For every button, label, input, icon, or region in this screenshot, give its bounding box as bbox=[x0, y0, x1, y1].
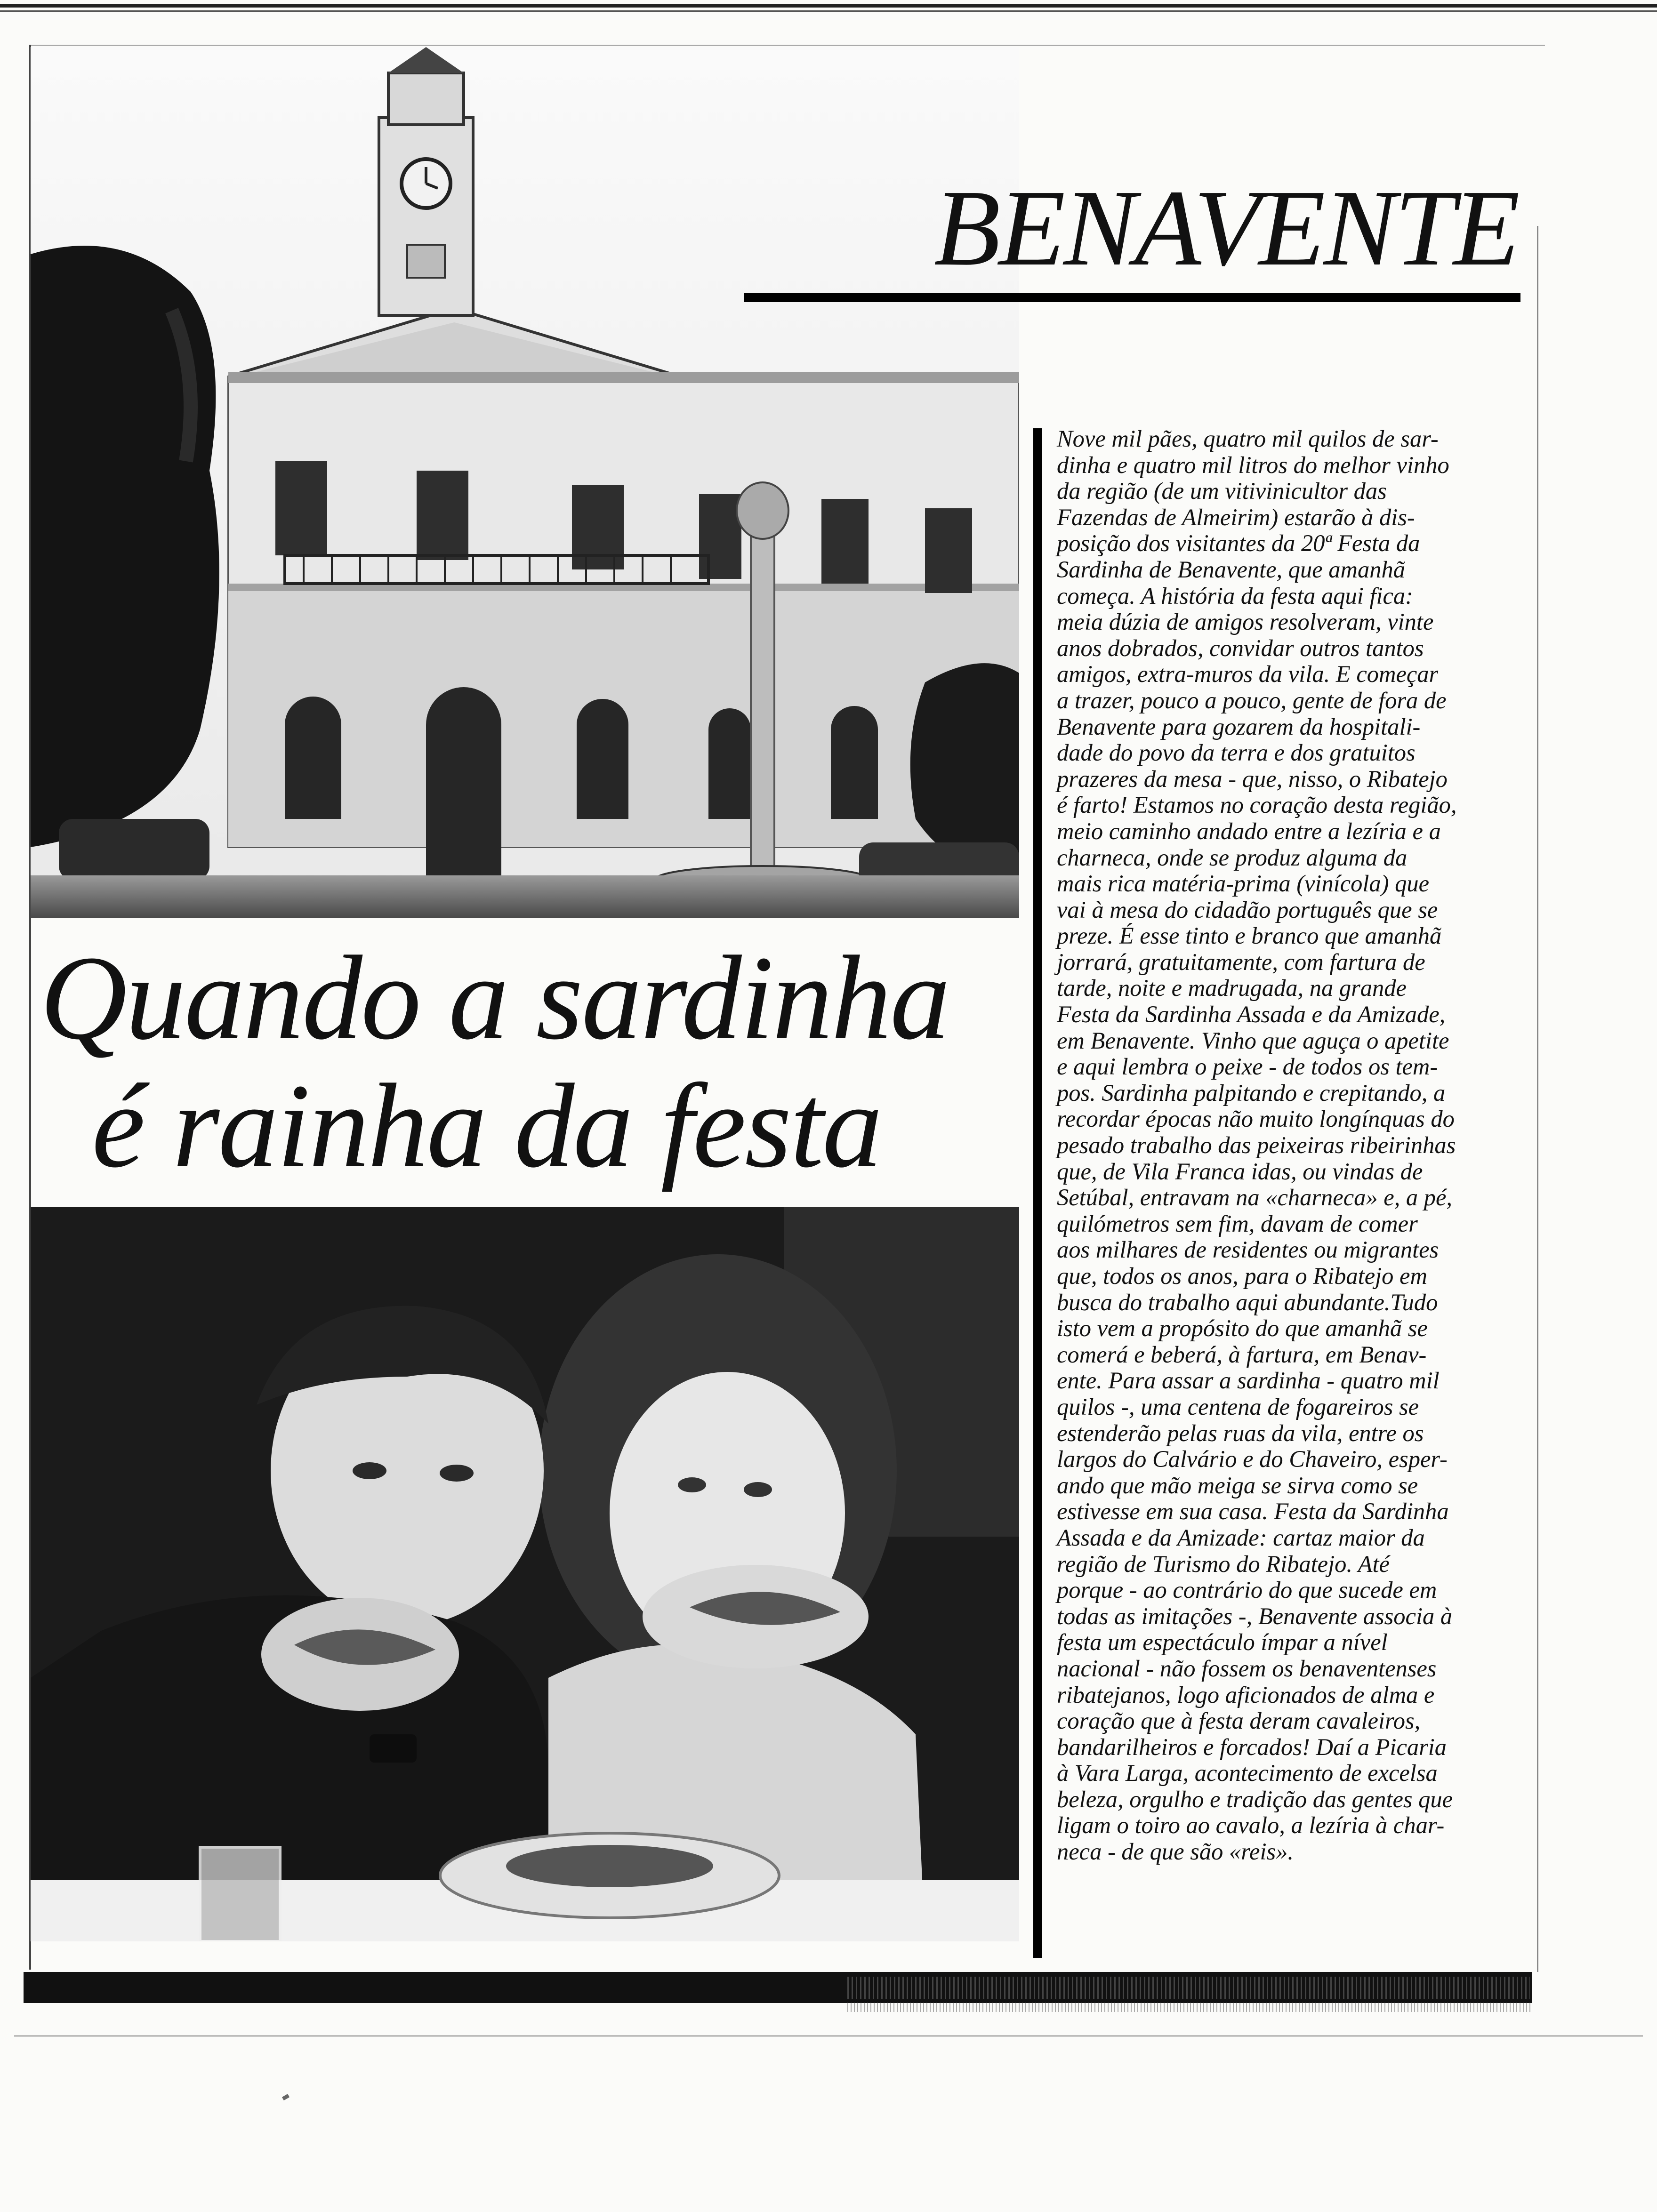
body-line: à Vara Larga, acontecimento de excelsa bbox=[1057, 1760, 1438, 1787]
body-line: Assada e da Amizade: cartaz maior da bbox=[1057, 1524, 1425, 1551]
body-line: Setúbal, entravam na «charneca» e, a pé, bbox=[1057, 1184, 1453, 1211]
body-line: ente. Para assar a sardinha - quatro mil bbox=[1057, 1367, 1440, 1394]
body-line: comerá e beberá, à fartura, em Benav- bbox=[1057, 1341, 1427, 1368]
body-line: nacional - não fossem os benaventenses bbox=[1057, 1655, 1437, 1682]
bottom-bar-texture bbox=[847, 1977, 1530, 1999]
body-line: ligam o toiro ao cavalo, a lezíria à char- bbox=[1057, 1812, 1445, 1839]
body-line: quilos -, uma centena de fogareiros se bbox=[1057, 1393, 1419, 1420]
body-line: aos milhares de residentes ou migrantes bbox=[1057, 1236, 1439, 1263]
body-line: charneca, onde se produz alguma da bbox=[1057, 844, 1408, 871]
body-line: começa. A história da festa aqui fica: bbox=[1057, 582, 1413, 609]
headline-line-2: é rainha da festa bbox=[92, 1059, 881, 1193]
masthead-underline bbox=[744, 293, 1520, 302]
body-line: meio caminho andado entre a lezíria e a bbox=[1057, 817, 1441, 844]
top-border-rule-thin bbox=[0, 10, 1657, 12]
masthead-title: BENAVENTE bbox=[933, 168, 1518, 289]
body-line: Festa da Sardinha Assada e da Amizade, bbox=[1057, 1001, 1446, 1028]
scan-artifact-strip bbox=[847, 2003, 1532, 2012]
body-line: estenderão pelas ruas da vila, entre os bbox=[1057, 1419, 1424, 1446]
body-line: dinha e quatro mil litros do melhor vinho bbox=[1057, 451, 1449, 478]
body-line: ribatejanos, logo aficionados de alma e bbox=[1057, 1681, 1435, 1708]
body-line: Nove mil pães, quatro mil quilos de sar- bbox=[1057, 425, 1439, 452]
headline-line-1: Quando a sardinha bbox=[40, 931, 949, 1065]
body-line: pos. Sardinha palpitando e crepitando, a bbox=[1057, 1079, 1446, 1106]
body-line: bandarilheiros e forcados! Daí a Picaria bbox=[1057, 1733, 1447, 1760]
body-line: amigos, extra-muros da vila. E começar bbox=[1057, 661, 1439, 688]
body-line: neca - de que são «reis». bbox=[1057, 1838, 1294, 1865]
body-line: beleza, orgulho e tradição das gentes que bbox=[1057, 1786, 1453, 1812]
body-line: região de Turismo do Ribatejo. Até bbox=[1057, 1550, 1390, 1577]
frame-right-line bbox=[1537, 226, 1538, 1972]
body-line: vai à mesa do cidadão português que se bbox=[1057, 896, 1438, 923]
body-line: mais rica matéria-prima (vinícola) que bbox=[1057, 870, 1430, 897]
body-line: ando que mão meiga se sirva como se bbox=[1057, 1472, 1418, 1499]
body-line: preze. É esse tinto e branco que amanhã bbox=[1057, 922, 1442, 949]
column-rule bbox=[1033, 428, 1042, 1958]
body-line: Fazendas de Almeirim) estarão à dis- bbox=[1057, 504, 1415, 530]
body-line: coração que à festa deram cavaleiros, bbox=[1057, 1707, 1421, 1734]
body-line: que, todos os anos, para o Ribatejo em bbox=[1057, 1263, 1427, 1289]
body-line: em Benavente. Vinho que aguça o apetite bbox=[1057, 1027, 1449, 1054]
body-line: busca do trabalho aqui abundante.Tudo bbox=[1057, 1289, 1438, 1315]
body-line: posição dos visitantes da 20ª Festa da bbox=[1057, 530, 1420, 557]
body-line: Benavente para gozarem da hospitali- bbox=[1057, 713, 1421, 740]
article-headline bbox=[40, 931, 1010, 1193]
body-line: pesado trabalho das peixeiras ribeirinhas bbox=[1057, 1132, 1456, 1159]
body-line: Sardinha de Benavente, que amanhã bbox=[1057, 556, 1406, 583]
body-line: recordar épocas não muito longínquas do bbox=[1057, 1106, 1455, 1132]
body-line: jorrará, gratuitamente, com fartura de bbox=[1057, 948, 1425, 975]
couple-eating-illustration bbox=[31, 1207, 1019, 1941]
body-line: da região (de um vitivinicultor das bbox=[1057, 478, 1387, 505]
body-line: anos dobrados, convidar outros tantos bbox=[1057, 634, 1424, 661]
frame-top-line bbox=[29, 45, 1545, 46]
body-line: largos do Calvário e do Chaveiro, esper- bbox=[1057, 1446, 1448, 1473]
top-border-rule bbox=[0, 4, 1657, 8]
body-line: e aqui lembra o peixe - de todos os tem- bbox=[1057, 1053, 1438, 1080]
body-line: estivesse em sua casa. Festa da Sardinha bbox=[1057, 1498, 1449, 1525]
body-line: porque - ao contrário do que sucede em bbox=[1057, 1577, 1437, 1603]
body-line: é farto! Estamos no coração desta região, bbox=[1057, 792, 1457, 818]
body-line: quilómetros sem fim, davam de comer bbox=[1057, 1210, 1418, 1237]
article-body bbox=[1057, 426, 1537, 1865]
body-line: a trazer, pouco a pouco, gente de fora de bbox=[1057, 687, 1447, 713]
body-line: prazeres da mesa - que, nisso, o Ribatejo bbox=[1057, 765, 1448, 792]
body-line: todas as imitações -, Benavente associa à bbox=[1057, 1603, 1453, 1629]
body-line: festa um espectáculo ímpar a nível bbox=[1057, 1629, 1388, 1656]
body-line: tarde, noite e madrugada, na grande bbox=[1057, 975, 1407, 1002]
body-line: isto vem a propósito do que amanhã se bbox=[1057, 1315, 1428, 1342]
body-line: dade do povo da terra e dos gratuitos bbox=[1057, 739, 1416, 766]
photo-couple-eating-sardines bbox=[31, 1207, 1019, 1941]
stray-ink-mark bbox=[282, 2094, 290, 2100]
body-line: meia dúzia de amigos resolveram, vinte bbox=[1057, 609, 1434, 635]
body-line: que, de Vila Franca idas, ou vindas de bbox=[1057, 1158, 1423, 1185]
